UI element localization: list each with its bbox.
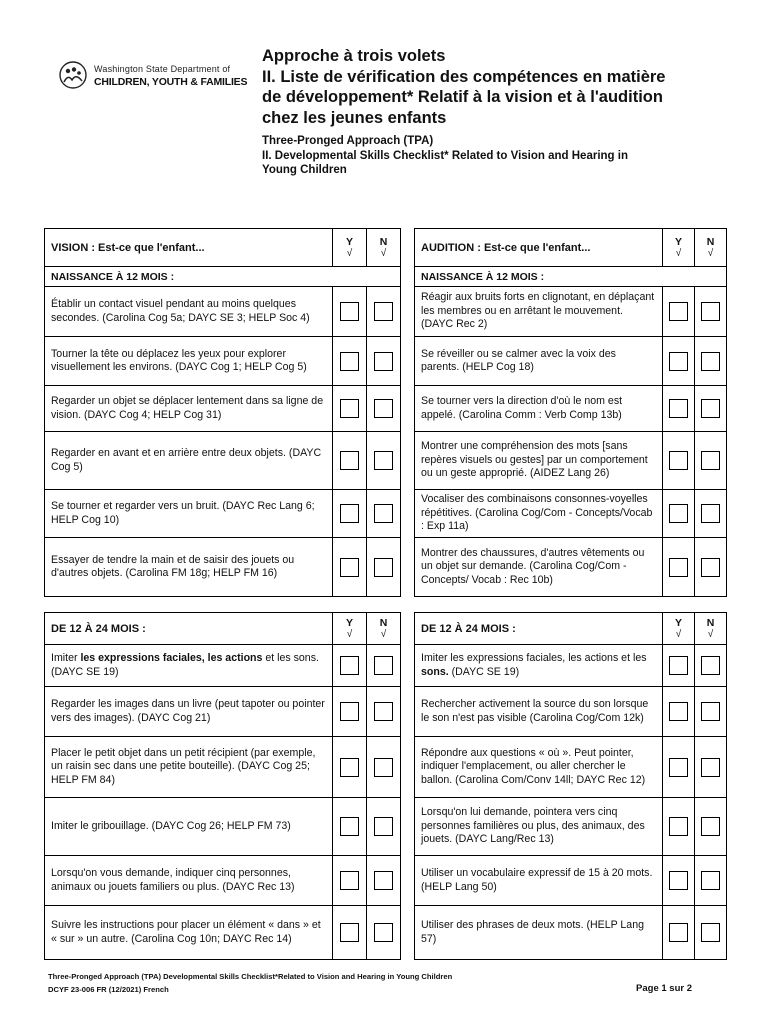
no-checkbox[interactable] — [701, 871, 720, 890]
english-title — [262, 134, 732, 178]
age-section-header: DE 12 À 24 MOIS : — [415, 613, 663, 645]
no-checkbox[interactable] — [374, 399, 393, 418]
family-seal-icon — [58, 60, 88, 90]
yes-checkbox[interactable] — [340, 558, 359, 577]
yes-checkbox[interactable] — [669, 656, 688, 675]
yes-checkbox[interactable] — [340, 656, 359, 675]
yes-checkbox[interactable] — [340, 817, 359, 836]
no-checkbox[interactable] — [374, 451, 393, 470]
no-checkbox[interactable] — [374, 302, 393, 321]
yes-checkbox[interactable] — [340, 451, 359, 470]
item-emphasis: les expressions faciales, les actions — [80, 652, 263, 665]
audition-birth-12m-table — [414, 228, 727, 597]
yes-checkbox[interactable] — [340, 923, 359, 942]
yes-label: Y — [345, 616, 353, 629]
vision-item: Essayer de tendre la main et de saisir des jouets ou d'autres objets. (Carolina FM 18g; HELP FM 16) — [45, 538, 333, 597]
no-label: N — [706, 235, 715, 248]
english-title-line: II. Developmental Skills Checklist* Related to Vision and Hearing in — [262, 149, 628, 162]
item-text: (DAYC SE 19) — [448, 665, 520, 678]
yes-column-header — [663, 613, 695, 645]
audition-header: AUDITION : Est-ce que l'enfant... — [415, 229, 663, 267]
check-mark: √ — [707, 247, 714, 259]
audition-item: Répondre aux questions « où ». Peut pointer, indiquer l'emplacement, ou aller chercher le ballon. (Carolina Com/Conv 14ll; DAYC Rec 12) — [415, 737, 663, 798]
vision-item: Regarder un objet se déplacer lentement dans sa ligne de vision. (DAYC Cog 4; HELP Cog 31) — [45, 386, 333, 432]
audition-item: Se tourner vers la direction d'où le nom est appelé. (Carolina Comm : Verb Comp 13b) — [415, 386, 663, 432]
no-checkbox[interactable] — [374, 558, 393, 577]
check-mark: √ — [346, 628, 353, 640]
french-title-line: II. Liste de vérification des compétences en matière — [262, 67, 666, 86]
page-number: Page 1 sur 2 — [636, 983, 692, 994]
no-checkbox[interactable] — [374, 702, 393, 721]
yes-checkbox[interactable] — [669, 871, 688, 890]
age-section-label: NAISSANCE À 12 MOIS : — [45, 267, 401, 287]
audition-item: Montrer des chaussures, d'autres vêtements ou un objet sur demande. (Carolina Cog/Com - Concepts/ Vocab : Rec 10b) — [415, 538, 663, 597]
vision-birth-12m-table — [44, 228, 401, 597]
yes-checkbox[interactable] — [340, 399, 359, 418]
french-title-line: de développement* Relatif à la vision et à l'audition — [262, 88, 663, 106]
audition-item: Lorsqu'on lui demande, pointera vers cinq personnes familières ou plus, des animaux, des jouets. (DAYC Lang/Rec 13) — [415, 798, 663, 856]
no-checkbox[interactable] — [701, 504, 720, 523]
vision-12-24m-table — [44, 612, 401, 960]
no-checkbox[interactable] — [701, 702, 720, 721]
french-title-line: chez les jeunes enfants — [262, 108, 447, 127]
yes-checkbox[interactable] — [669, 923, 688, 942]
yes-checkbox[interactable] — [669, 352, 688, 371]
audition-item: Vocaliser des combinaisons consonnes-voyelles répétitives. (Carolina Cog/Com - Concepts/Vocab : Exp 11a) — [415, 490, 663, 538]
yes-checkbox[interactable] — [669, 817, 688, 836]
no-checkbox[interactable] — [374, 758, 393, 777]
footer-form-number: DCYF 23-006 FR (12/2021) French — [48, 985, 169, 994]
no-checkbox[interactable] — [701, 302, 720, 321]
no-checkbox[interactable] — [701, 352, 720, 371]
yes-checkbox[interactable] — [340, 758, 359, 777]
yes-checkbox[interactable] — [340, 352, 359, 371]
yes-checkbox[interactable] — [669, 399, 688, 418]
check-mark: √ — [346, 247, 353, 259]
check-mark: √ — [380, 247, 387, 259]
no-checkbox[interactable] — [374, 923, 393, 942]
yes-label: Y — [674, 616, 682, 629]
audition-item: Utiliser un vocabulaire expressif de 15 à 20 mots. (HELP Lang 50) — [415, 856, 663, 906]
no-checkbox[interactable] — [374, 871, 393, 890]
vision-item: Lorsqu'on vous demande, indiquer cinq personnes, animaux ou jouets familiers ou plus. (DAYC Rec 13) — [45, 856, 333, 906]
no-checkbox[interactable] — [701, 656, 720, 675]
no-checkbox[interactable] — [701, 558, 720, 577]
no-checkbox[interactable] — [701, 923, 720, 942]
no-label: N — [379, 235, 388, 248]
vision-item: Suivre les instructions pour placer un élément « dans » et « sur » un autre. (Carolina Cog 10n; DAYC Rec 14) — [45, 906, 333, 960]
yes-checkbox[interactable] — [669, 504, 688, 523]
item-text: et les sons. (DAYC SE 19) — [51, 652, 319, 678]
yes-checkbox[interactable] — [340, 702, 359, 721]
footer-document-title: Three-Pronged Approach (TPA) Developmental Skills Checklist*Related to Vision and Hearing in Young Children — [48, 972, 453, 981]
yes-checkbox[interactable] — [669, 302, 688, 321]
logo-agency-name: CHILDREN, YOUTH & FAMILIES — [94, 76, 248, 88]
yes-checkbox[interactable] — [340, 871, 359, 890]
yes-label: Y — [345, 235, 353, 248]
yes-checkbox[interactable] — [340, 504, 359, 523]
no-checkbox[interactable] — [701, 399, 720, 418]
check-mark: √ — [675, 628, 682, 640]
yes-checkbox[interactable] — [669, 758, 688, 777]
yes-column-header — [333, 229, 367, 267]
yes-column-header — [663, 229, 695, 267]
page-footer — [48, 970, 452, 996]
audition-item — [415, 645, 663, 687]
no-column-header — [367, 613, 401, 645]
no-checkbox[interactable] — [374, 817, 393, 836]
item-text: Imiter — [51, 652, 81, 665]
yes-checkbox[interactable] — [669, 558, 688, 577]
age-section-label: NAISSANCE À 12 MOIS : — [415, 267, 727, 287]
vision-item: Établir un contact visuel pendant au moins quelques secondes. (Carolina Cog 5a; DAYC SE 3; HELP Soc 4) — [45, 287, 333, 337]
document-title-block — [262, 46, 732, 178]
vision-item — [45, 645, 333, 687]
no-column-header — [367, 229, 401, 267]
french-title — [262, 46, 732, 128]
no-column-header — [695, 613, 727, 645]
no-checkbox[interactable] — [374, 504, 393, 523]
audition-item: Utiliser des phrases de deux mots. (HELP Lang 57) — [415, 906, 663, 960]
no-column-header — [695, 229, 727, 267]
vision-item: Se tourner et regarder vers un bruit. (DAYC Rec Lang 6; HELP Cog 10) — [45, 490, 333, 538]
item-emphasis: sons. — [421, 665, 449, 678]
yes-checkbox[interactable] — [669, 451, 688, 470]
yes-checkbox[interactable] — [669, 702, 688, 721]
check-mark: √ — [675, 247, 682, 259]
audition-item: Rechercher activement la source du son lorsque le son n'est pas visible (Carolina Cog/Com 12k) — [415, 687, 663, 737]
no-checkbox[interactable] — [374, 352, 393, 371]
english-title-line: Three-Pronged Approach (TPA) — [262, 135, 434, 147]
no-label: N — [379, 616, 388, 629]
vision-item: Regarder les images dans un livre (peut tapoter ou pointer vers des images). (DAYC Cog 21) — [45, 687, 333, 737]
no-checkbox[interactable] — [701, 817, 720, 836]
vision-header: VISION : Est-ce que l'enfant... — [45, 229, 333, 267]
yes-label: Y — [674, 235, 682, 248]
vision-item: Imiter le gribouillage. (DAYC Cog 26; HELP FM 73) — [45, 798, 333, 856]
yes-checkbox[interactable] — [340, 302, 359, 321]
audition-item: Se réveiller ou se calmer avec la voix des parents. (HELP Cog 18) — [415, 337, 663, 386]
item-text: Imiter les expressions faciales, les actions et les — [421, 652, 647, 665]
age-section-header: DE 12 À 24 MOIS : — [45, 613, 333, 645]
yes-column-header — [333, 613, 367, 645]
no-checkbox[interactable] — [701, 758, 720, 777]
check-mark: √ — [707, 628, 714, 640]
vision-item: Regarder en avant et en arrière entre deux objets. (DAYC Cog 5) — [45, 432, 333, 490]
audition-item: Montrer une compréhension des mots [sans repères visuels ou gestes] par un comportement ou un geste approprié. (AIDEZ Lang 26) — [415, 432, 663, 490]
audition-item: Réagir aux bruits forts en clignotant, en déplaçant les membres ou en arrêtant le mouvement. (DAYC Rec 2) — [415, 287, 663, 337]
vision-item: Placer le petit objet dans un petit récipient (par exemple, un raisin sec dans une petite bouteille). (DAYC Cog 25; HELP FM 84) — [45, 737, 333, 798]
check-mark: √ — [380, 628, 387, 640]
english-title-line: Young Children — [262, 164, 347, 176]
audition-12-24m-table — [414, 612, 727, 960]
no-checkbox[interactable] — [701, 451, 720, 470]
logo-department-text: Washington State Department of — [94, 64, 231, 74]
no-label: N — [706, 616, 715, 629]
vision-item: Tourner la tête ou déplacez les yeux pour explorer visuellement les environs. (DAYC Cog 1; HELP Cog 5) — [45, 337, 333, 386]
french-title-line: Approche à trois volets — [262, 47, 446, 65]
dcyf-logo — [58, 58, 248, 98]
no-checkbox[interactable] — [374, 656, 393, 675]
